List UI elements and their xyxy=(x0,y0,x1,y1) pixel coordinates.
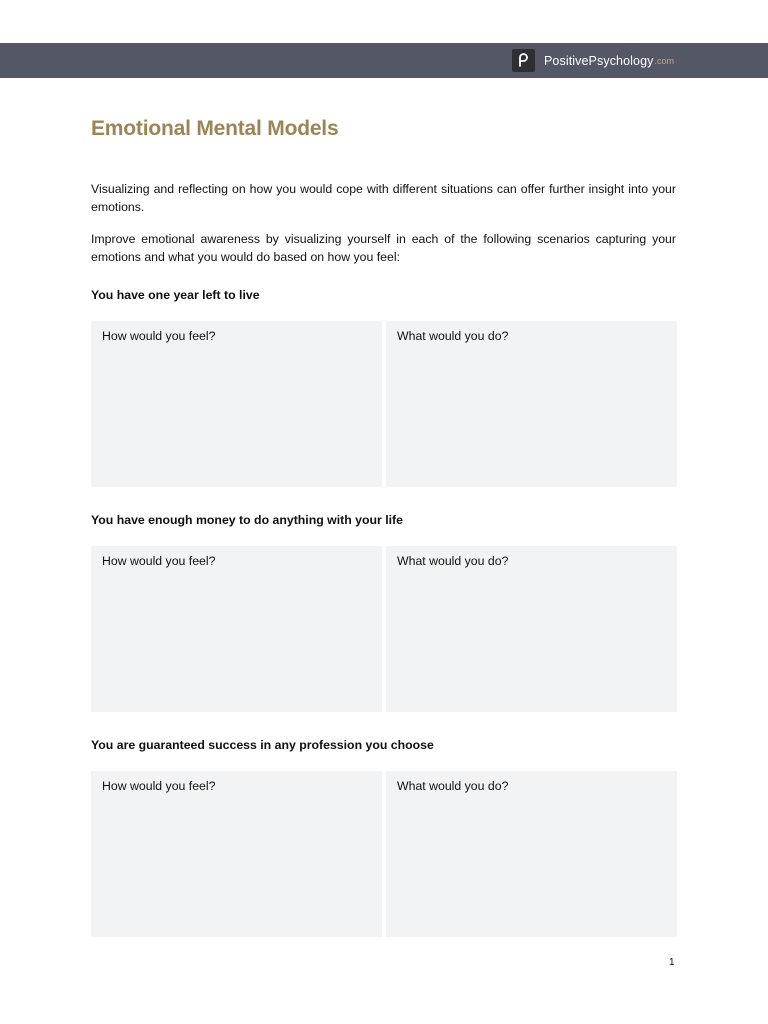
do-prompt: What would you do? xyxy=(397,554,509,568)
page-title: Emotional Mental Models xyxy=(91,117,339,140)
page-number: 1 xyxy=(669,957,675,968)
scenario-heading-1: You have one year left to live xyxy=(91,288,260,302)
scenario-heading-2: You have enough money to do anything with your life xyxy=(91,513,403,527)
feel-prompt: How would you feel? xyxy=(102,329,216,343)
do-answer-box[interactable] xyxy=(386,546,677,712)
header-bar xyxy=(0,43,768,78)
intro-paragraph-1: Visualizing and reflecting on how you would cope with different situations can offer further insight into your emotions. xyxy=(91,182,676,214)
feel-prompt: How would you feel? xyxy=(102,554,216,568)
feel-answer-box[interactable] xyxy=(91,771,382,937)
scenario-grid-3 xyxy=(91,771,677,937)
brand-logo-icon xyxy=(512,49,535,72)
scenario-grid-1 xyxy=(91,321,677,487)
do-answer-box[interactable] xyxy=(386,771,677,937)
do-prompt: What would you do? xyxy=(397,329,509,343)
do-answer-box[interactable] xyxy=(386,321,677,487)
feel-answer-box[interactable] xyxy=(91,321,382,487)
do-prompt: What would you do? xyxy=(397,779,509,793)
brand-logo[interactable] xyxy=(512,49,674,72)
brand-name: PositivePsychology xyxy=(543,53,654,68)
intro-paragraph-2: Improve emotional awareness by visualizing yourself in each of the following scenarios capturing your emotions and what you would do based on how you feel: xyxy=(91,232,676,264)
brand-suffix: .com xyxy=(654,55,674,66)
scenario-heading-3: You are guaranteed success in any profession you choose xyxy=(91,738,434,752)
feel-answer-box[interactable] xyxy=(91,546,382,712)
scenario-grid-2 xyxy=(91,546,677,712)
feel-prompt: How would you feel? xyxy=(102,779,216,793)
